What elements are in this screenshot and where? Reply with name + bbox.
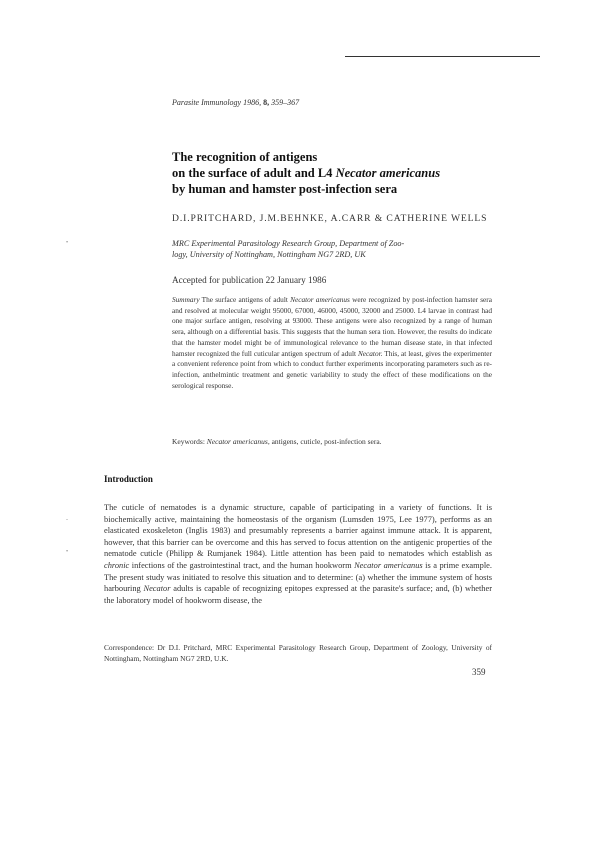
intro-text-2: infections of the gastrointestinal tract, and the human hookworm [129, 560, 355, 570]
article-title [172, 149, 502, 197]
affiliation-line-1: MRC Experimental Parasitology Research Group, Department of Zoo- [172, 239, 405, 248]
page-number: 359 [472, 667, 486, 677]
accepted-date: Accepted for publication 22 January 1986 [172, 275, 327, 285]
intro-text-3: is a prime example. The present study was initiated to resolve this situation and to determine: (a) whether the immune system of hosts harbouring [104, 560, 492, 594]
intro-text-4: adults is capable of recognizing epitopes expressed at the parasite's surface; and, (b) whether the laboratory model of hookworm disease, the [104, 584, 492, 605]
introduction-heading: Introduction [104, 474, 153, 484]
keywords-species: Necator americanus, [206, 437, 270, 446]
title-line-1: The recognition of antigens [172, 150, 318, 164]
title-line-2-text: on the surface of adult and L4 [172, 166, 336, 180]
affiliation [172, 238, 492, 260]
summary-paragraph [172, 295, 492, 391]
summary-species-1: Necator americanus [290, 295, 350, 304]
keywords [172, 437, 492, 446]
margin-mark: • [66, 549, 69, 555]
summary-species-2: Necator. [357, 348, 383, 358]
intro-necator: Necator [143, 584, 171, 594]
summary-text-1: The surface antigens of adult [199, 295, 291, 304]
header-rule [345, 56, 540, 57]
author-list: D.I.PRITCHARD, J.M.BEHNKE, A.CARR & CATHERINE WELLS [172, 213, 488, 224]
journal-citation [172, 98, 299, 107]
summary-text-3: This, at least, gives the experimenter a convenient reference point from which to conduct further experiments incorporating parameters such as re-infection, anthelmintic treatment and genetic variability to study the effect of these modifications on the serological response. [172, 348, 492, 390]
introduction-paragraph [104, 502, 492, 606]
journal-name: Parasite Immunology [172, 98, 242, 107]
journal-volume: 8, [263, 98, 270, 107]
keywords-rest: antigens, cuticle, post-infection sera. [269, 437, 382, 446]
keywords-label: Keywords: [172, 437, 207, 446]
title-line-2 [172, 165, 502, 181]
affiliation-line-2: logy, University of Nottingham, Nottingham NG7 2RD, UK [172, 250, 366, 259]
journal-pages: 359–367 [271, 98, 300, 107]
intro-chronic: chronic [104, 560, 130, 570]
correspondence-note: Correspondence: Dr D.I. Pritchard, MRC Experimental Parasitology Research Group, Department of Zoology, University of Nottingham, Nottingham NG7 2RD, U.K. [104, 643, 492, 663]
margin-mark: - [66, 517, 68, 523]
summary-label: Summary [172, 295, 200, 304]
title-species: Necator americanus [335, 166, 441, 180]
title-line-3: by human and hamster post-infection sera [172, 182, 398, 196]
intro-species: Necator americanus [354, 560, 423, 570]
intro-text-1: The cuticle of nematodes is a dynamic structure, capable of participating in a variety of functions. It is biochemically active, maintaining the homeostasis of the organism (Lumsden 1975, Lee 1977), performs as an elasticated exoskeleton (Inglis 1983) and presumably represents a barrier against immune attack. It is apparent, however, that this barrier can be overcome and this has served to focus attention on the antigenic properties of the nematode cuticle (Philipp & Rumjanek 1984). Little attention has been paid to nematodes which establish as [104, 503, 492, 559]
margin-mark: • [66, 240, 69, 246]
summary-text-2: were recognized by post-infection hamster sera and resolved at molecular weight 95000, 67000, 46000, 45000, 32000 and 25000. L4 larvae in contrast had one major surface antigen, resolving at 93000. These antigens were also recognized by a range of human sera, although on a differential basis. This suggests that the human sera tion. However, the results do indicate that the hamster model might be of immunological relevance to the human disease state, in that infected hamster recognized the full cuticular antigen spectrum of adult [172, 295, 492, 358]
journal-year: 1986, [243, 98, 262, 107]
